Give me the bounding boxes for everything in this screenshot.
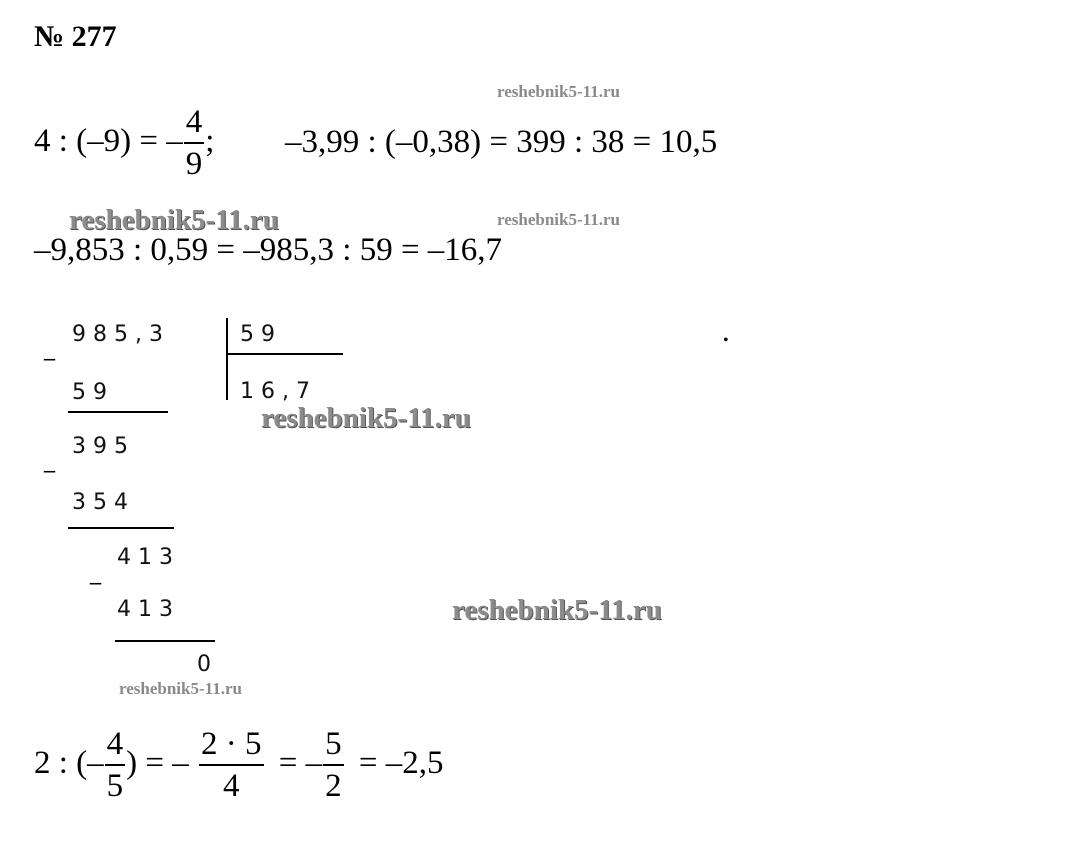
fraction-denominator: 4 [223,768,240,804]
watermark-text: reshebnik5-11.ru [261,402,471,434]
equation-line-2: –9,853 : 0,59 = –985,3 : 59 = –16,7 [34,232,503,268]
division-step: 3 5 4 [72,490,128,515]
division-underline [68,411,168,413]
fraction-denominator: 2 [325,768,342,804]
equation-part: ; [205,123,215,160]
fraction [199,728,264,803]
fraction-numerator: 4 [184,106,205,144]
division-remainder: 3 9 5 [72,434,128,459]
division-dividend: 9 8 5 , 3 [72,322,163,347]
equation-part: ) = – [126,745,189,782]
equation-part: = – [278,745,323,782]
fraction [323,728,344,803]
division-divisor: 5 9 [240,322,275,347]
equation-line-1b: –3,99 : (–0,38) = 399 : 38 = 10,5 [285,124,718,160]
fraction [184,106,205,181]
fraction-numerator: 4 [105,728,126,766]
division-final-remainder: 0 [197,652,211,677]
fraction-numerator: 2 · 5 [199,728,264,766]
division-underline [68,527,174,529]
fraction-denominator: 5 [106,768,124,804]
equation-part: 2 : (– [34,745,104,782]
watermark-text: reshebnik5-11.ru [452,594,662,626]
division-step: 5 9 [72,380,107,405]
fraction-denominator: 9 [185,146,203,182]
equation-line-3 [34,728,444,803]
equation-part: 4 : (–9) = – [34,123,183,160]
division-step: 4 1 3 [117,597,173,622]
equation-line-1 [34,106,214,181]
watermark-text: reshebnik5-11.ru [69,204,279,236]
minus-sign: _ [90,560,101,585]
watermark-text: reshebnik5-11.ru [119,679,242,698]
watermark-text: reshebnik5-11.ru [497,210,620,229]
division-bracket-vertical [226,318,228,400]
division-remainder: 4 1 3 [117,545,173,570]
problem-number: № 277 [34,20,117,53]
minus-sign: _ [44,336,55,361]
equation-result: = –2,5 [358,745,444,782]
watermark-text: reshebnik5-11.ru [497,82,620,101]
stray-dot: • [723,332,729,349]
division-underline [115,640,215,642]
minus-sign: _ [44,448,55,473]
fraction-numerator: 5 [323,728,344,766]
division-quotient: 1 6 , 7 [240,379,310,404]
division-bracket-horizontal [228,353,343,355]
fraction [105,728,126,803]
